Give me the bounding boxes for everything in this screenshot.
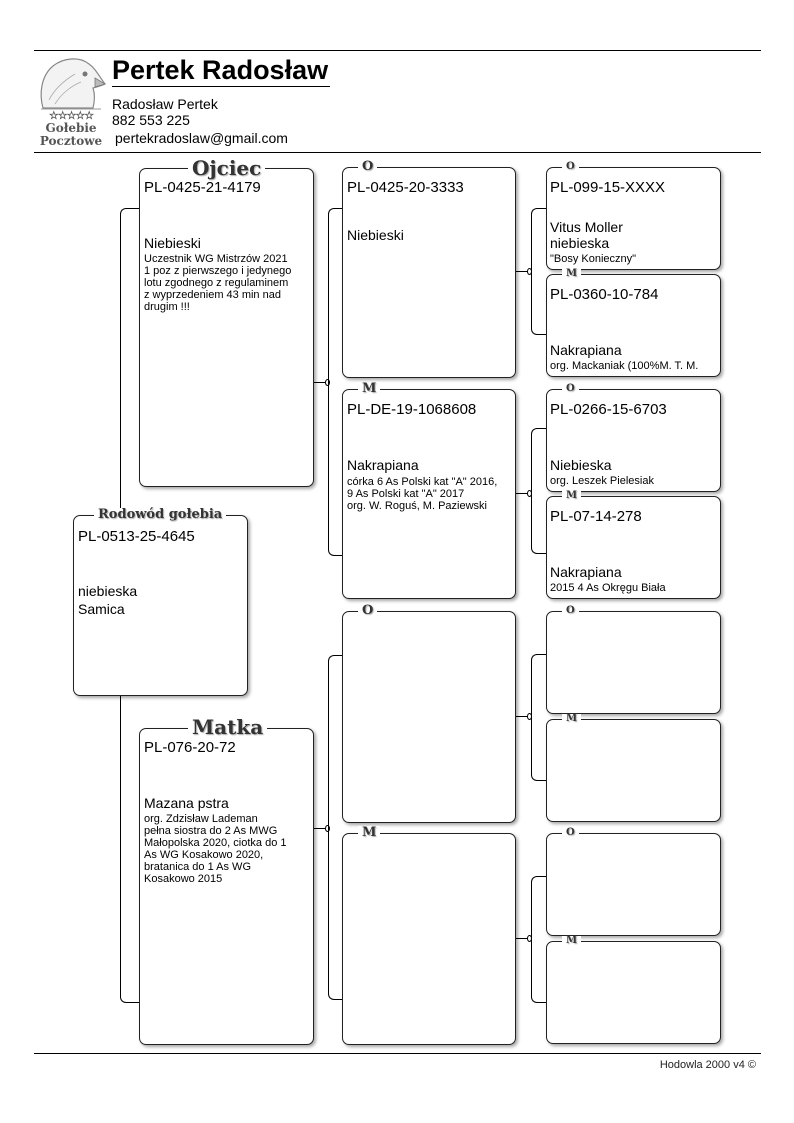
subject-sex: Samica bbox=[78, 601, 125, 617]
great-grandparent-card[interactable] bbox=[546, 611, 721, 714]
logo-line-1: Gołebie bbox=[45, 121, 97, 135]
great-grandparent-ring-number: PL-07-14-278 bbox=[550, 508, 642, 525]
great-grandparent-text: Niebieska bbox=[550, 457, 612, 473]
grandparent-legend: M bbox=[358, 826, 380, 839]
grandparent-legend: O bbox=[358, 160, 377, 173]
logo-line-2: Pocztowe bbox=[39, 134, 103, 148]
footer-rule bbox=[34, 1053, 761, 1054]
great-grandparent-ring-number: PL-0360-10-784 bbox=[550, 286, 659, 303]
connector-father-bracket bbox=[328, 208, 343, 556]
great-grandparent-legend: O bbox=[562, 384, 579, 394]
great-grandparent-note: 2015 4 As Okręgu Biała bbox=[550, 582, 666, 594]
logo-stars: ☆☆☆☆☆ bbox=[48, 109, 94, 122]
note-line: Małopolska 2020, ciotka do 1 bbox=[144, 837, 287, 849]
connector-gen2-4-bracket bbox=[531, 876, 547, 1003]
email[interactable]: pertekradoslaw@gmail.com bbox=[115, 130, 288, 146]
mother-ring-number: PL-076-20-72 bbox=[144, 739, 236, 756]
note-line: org. W. Roguś, M. Paziewski bbox=[347, 500, 487, 512]
great-grandparent-legend: M bbox=[562, 491, 581, 501]
note-line: drugim !!! bbox=[144, 301, 190, 313]
note-line: org. Zdzisław Lademan bbox=[144, 813, 258, 825]
note-line: bratanica do 1 As WG bbox=[144, 861, 251, 873]
great-grandparent-legend: M bbox=[562, 936, 581, 946]
grandparent-legend: O bbox=[358, 604, 377, 617]
great-grandparent-card[interactable] bbox=[546, 496, 721, 599]
phone: 882 553 225 bbox=[112, 112, 190, 128]
great-grandparent-card[interactable] bbox=[546, 941, 721, 1044]
great-grandparent-legend: M bbox=[562, 714, 581, 724]
note-line: lotu zgodnego z regulaminem bbox=[144, 277, 289, 289]
note-line: 9 As Polski kat "A" 2017 bbox=[347, 488, 465, 500]
great-grandparent-card[interactable] bbox=[546, 274, 721, 377]
grandparent-card[interactable] bbox=[342, 833, 516, 1045]
header-top-rule bbox=[34, 50, 761, 51]
note-line: 1 poz z pierwszego i jedynego bbox=[144, 265, 292, 277]
grandparent-ring-number: PL-DE-19-1068608 bbox=[347, 401, 477, 418]
header-bottom-rule bbox=[34, 152, 761, 153]
subject-card[interactable] bbox=[73, 515, 248, 696]
connector-gen2-3-bracket bbox=[531, 654, 547, 781]
note-line: z wyprzedeniem 43 min nad bbox=[144, 289, 281, 301]
great-grandparent-card[interactable] bbox=[546, 167, 721, 270]
great-grandparent-legend: O bbox=[562, 162, 579, 172]
subject-legend: Rodowód gołebia bbox=[94, 508, 226, 521]
great-grandparent-note: org. Leszek Pielesiak bbox=[550, 475, 654, 487]
father-card[interactable] bbox=[139, 168, 314, 487]
note-line: pełna siostra do 2 As MWG bbox=[144, 825, 278, 837]
great-grandparent-text: Vitus Moller bbox=[550, 219, 623, 235]
connector-gen2-2-bracket bbox=[531, 428, 547, 554]
great-grandparent-legend: M bbox=[562, 269, 581, 279]
grandparent-card[interactable] bbox=[342, 167, 516, 378]
mother-card[interactable] bbox=[139, 728, 314, 1045]
great-grandparent-card[interactable] bbox=[546, 833, 721, 936]
great-grandparent-ring-number: PL-099-15-XXXX bbox=[550, 179, 666, 196]
great-grandparent-card[interactable] bbox=[546, 719, 721, 822]
grandparent-color: Niebieski bbox=[347, 227, 404, 243]
subject-ring-number: PL-0513-25-4645 bbox=[78, 528, 195, 545]
logo bbox=[35, 54, 107, 148]
note-line: córka 6 As Polski kat "A" 2016, bbox=[347, 476, 498, 488]
footer-credit: Hodowla 2000 v4 © bbox=[659, 1059, 756, 1071]
great-grandparent-ring-number: PL-0266-15-6703 bbox=[550, 401, 667, 418]
great-grandparent-card[interactable] bbox=[546, 389, 721, 492]
grandparent-legend: M bbox=[358, 382, 380, 395]
note-line: As WG Kosakowo 2020, bbox=[144, 849, 264, 861]
father-notes bbox=[144, 253, 309, 313]
breeder-title: Pertek Radosław bbox=[112, 55, 329, 85]
great-grandparent-legend: O bbox=[562, 606, 579, 616]
mother-color: Mazana pstra bbox=[144, 795, 229, 811]
great-grandparent-note: org. Mackaniak (100%M. T. M. bbox=[550, 360, 699, 372]
owner-name: Radosław Pertek bbox=[112, 96, 218, 112]
great-grandparent-legend: O bbox=[562, 828, 579, 838]
great-grandparent-text: niebieska bbox=[550, 235, 610, 251]
connector-mother-bracket bbox=[328, 655, 343, 1000]
father-ring-number: PL-0425-21-4179 bbox=[144, 179, 261, 196]
grandparent-card[interactable] bbox=[342, 389, 516, 599]
father-legend: Ojciec bbox=[188, 158, 265, 178]
grandparent-color: Nakrapiana bbox=[347, 457, 419, 473]
note-line: Uczestnik WG Mistrzów 2021 bbox=[144, 253, 288, 265]
pigeon-head-icon bbox=[35, 54, 107, 110]
mother-notes bbox=[144, 813, 309, 885]
grandparent-card[interactable] bbox=[342, 611, 516, 823]
great-grandparent-note: "Bosy Konieczny" bbox=[550, 253, 637, 265]
note-line: Kosakowo 2015 bbox=[144, 873, 223, 885]
subject-color: niebieska bbox=[78, 583, 138, 599]
great-grandparent-text: Nakrapiana bbox=[550, 564, 622, 580]
great-grandparent-text: Nakrapiana bbox=[550, 342, 622, 358]
father-color: Niebieski bbox=[144, 235, 201, 251]
grandparent-ring-number: PL-0425-20-3333 bbox=[347, 179, 464, 196]
mother-legend: Matka bbox=[188, 717, 267, 737]
connector-gen2-1-bracket bbox=[531, 208, 547, 335]
